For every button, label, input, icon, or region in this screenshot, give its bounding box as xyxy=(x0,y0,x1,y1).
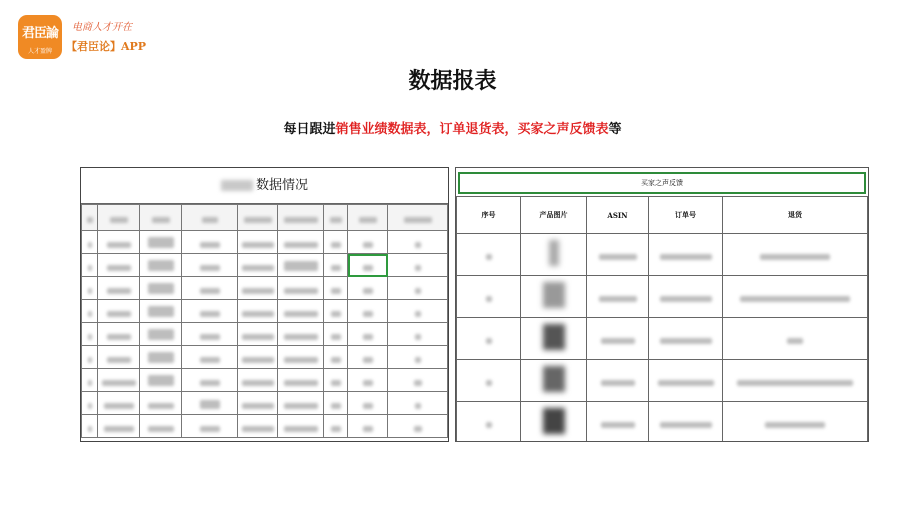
subtitle-prefix: 每日跟进 xyxy=(283,122,336,137)
table-row xyxy=(457,402,868,443)
table-row xyxy=(457,276,868,318)
table-row xyxy=(82,300,448,323)
buyer-feedback-sheet xyxy=(455,167,869,442)
brand-logo xyxy=(18,15,62,59)
product-image xyxy=(543,324,565,350)
table-row xyxy=(82,346,448,369)
brand-slogan: 电商人才开在 xyxy=(72,22,132,33)
subtitle-highlight: 销售业绩数据表，订单退货表，买家之声反馈表 xyxy=(335,122,609,137)
header-product-image: 产品图片 xyxy=(521,197,587,234)
product-image xyxy=(543,366,565,392)
sheet-title-text: 数据情况 xyxy=(255,178,308,193)
header-index: 序号 xyxy=(457,197,521,234)
table-header-row xyxy=(82,205,448,231)
table-row xyxy=(82,415,448,438)
header-asin: ASIN xyxy=(587,197,649,234)
table-row xyxy=(82,231,448,254)
subtitle xyxy=(0,118,905,137)
table-row xyxy=(82,254,448,277)
table-row xyxy=(82,369,448,392)
selected-cell[interactable] xyxy=(348,254,388,277)
product-image xyxy=(543,282,565,308)
table-row xyxy=(82,277,448,300)
page-title: 数据报表 xyxy=(408,69,497,94)
table-header-row xyxy=(457,197,868,234)
header-return: 退货 xyxy=(723,197,868,234)
table-row xyxy=(457,360,868,402)
table-row xyxy=(457,234,868,276)
header-order-number: 订单号 xyxy=(649,197,723,234)
sheet-title: 买家之声反馈 xyxy=(458,172,866,194)
logo-sub: 人才盈牌 xyxy=(27,48,52,55)
buyer-feedback-table xyxy=(456,196,868,442)
table-row xyxy=(457,318,868,360)
table-row xyxy=(82,392,448,415)
blurred-text xyxy=(221,180,253,191)
product-image xyxy=(543,408,565,434)
brand-app-name: 【君臣论】APP xyxy=(66,40,147,53)
product-image xyxy=(549,240,559,266)
sheet-title xyxy=(81,168,448,204)
table-row xyxy=(82,323,448,346)
subtitle-suffix: 等 xyxy=(608,122,622,137)
sales-data-sheet xyxy=(80,167,449,442)
sales-data-table xyxy=(81,204,448,438)
logo-text: 君臣論 xyxy=(21,26,58,41)
